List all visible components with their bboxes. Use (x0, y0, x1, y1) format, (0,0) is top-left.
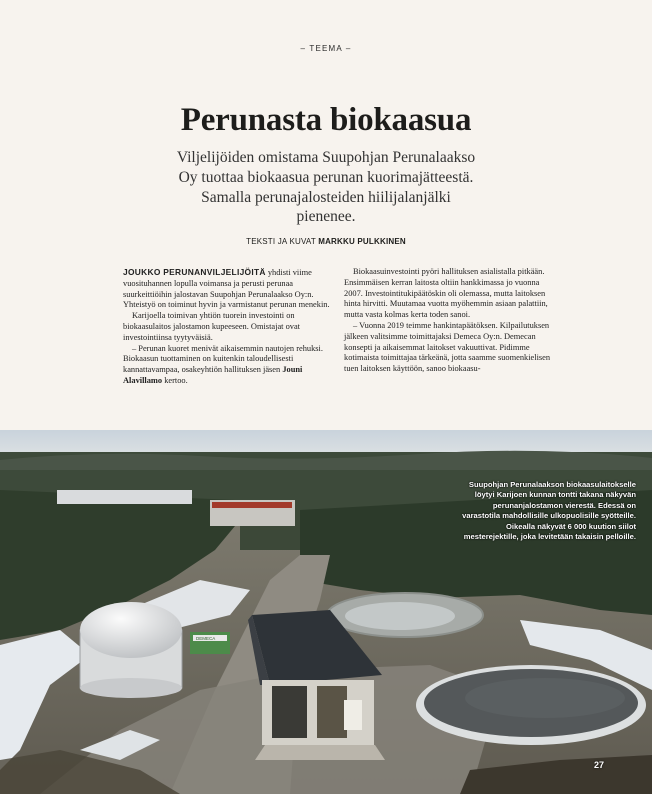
photo-caption: Suupohjan Perunalaakson biokaasulaitokselle löytyi Karijoen kunnan tontti takana näkyvän perunanjalostamon vierestä. Edessä on varastotila mahdollisille ulkopuolisille syötteille. Oikealla näkyvät 6 000 kuution siilot mesterejektille, joka levitetään takaisin pelloille. (462, 480, 636, 542)
paragraph-text: yhdisti viime vuosituhannen lopulla voimansa ja perusti perunaa suurkeittiöihin jalostavan Suupohjan Perunalaakso Oy:n. Yhteistyö on toiminut hyvin ja varmistanut perunan menekin. (123, 268, 330, 310)
article-column-2 (344, 267, 554, 375)
paragraph-text: kertoo. (162, 375, 188, 385)
lead-in: JOUKKO PERUNANVILJELIJÖITÄ (123, 267, 266, 277)
paragraph: Karijoella toimivan yhtiön tuorein investointi on biokaasulaitos jalostamon kupeeseen. Omistajat ovat investointiinsa tyytyväisiä. (123, 311, 300, 342)
byline-author: MARKKU PULKKINEN (318, 237, 406, 246)
paragraph: – Vuonna 2019 teimme hankintapäätöksen. Kilpailutuksen jälkeen valitsimme toimittajaksi Demeca Oy:n. Demecan konsepti ja aikaisemmat laitokset vakuuttivat. Pidimme kotimaista toimittajaa tärkeänä, jotta saamme suomenkielisen tuen laitoksen käyttöön, sanoo biokaasu- (344, 320, 551, 374)
byline-prefix: TEKSTI JA KUVAT (246, 237, 319, 246)
paragraph (123, 344, 333, 387)
article-subtitle: Viljelijöiden omistama Suupohjan Perunalaakso Oy tuottaa biokaasua perunan kuorimajätteestä. Samalla perunajalosteiden hiilijalanjälki pienenee. (176, 149, 476, 226)
person-name: Jouni Alavillamo (123, 365, 303, 385)
article-column-1 (123, 267, 333, 387)
page-number: 27 (594, 760, 605, 770)
paragraph (123, 267, 333, 311)
paragraph-text: – Perunan kuoret menivät aikaisemmin nautojen rehuksi. Biokaasun tuottaminen on kuitenkin taloudellisesti kannattavampaa, osakeyhtiön hallituksen jäsen (123, 343, 323, 375)
section-kicker: – TEEMA – (300, 44, 352, 53)
byline (0, 237, 652, 246)
container-sign: DEMECA (196, 636, 216, 641)
article-title: Perunasta biokaasua (180, 102, 472, 138)
paragraph: Biokaasuinvestointi pyöri hallituksen asialistalla pitkään. Ensimmäisen kerran laitosta oltiin hankkimassa jo vuonna 2007. Investointitukipäätöskin oli olemassa, mutta laitoksen hinta hirvitti. Muutamaa vuotta myöhemmin asiaan palattiin, mutta vasta kolmas kerta toden sanoi. (344, 267, 548, 320)
